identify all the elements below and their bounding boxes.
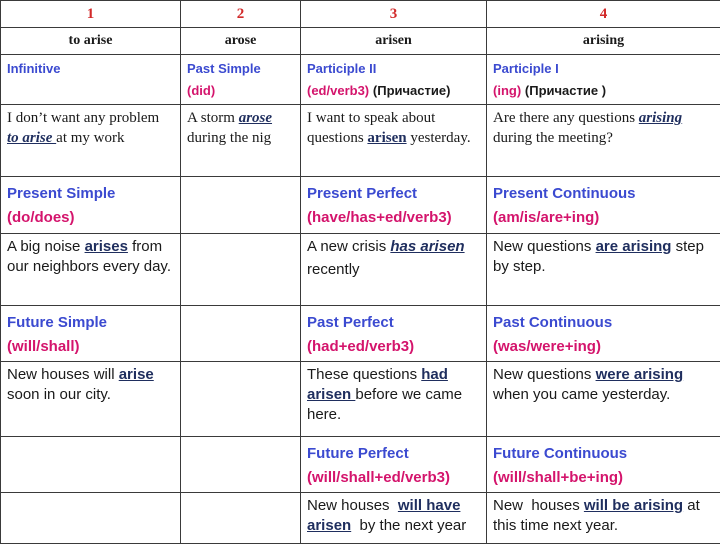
empty-cell bbox=[181, 234, 301, 306]
formula-participle-1: (ing) bbox=[493, 83, 521, 98]
example-text: A new crisis bbox=[307, 238, 390, 255]
formula-past-simple: (did) bbox=[187, 80, 294, 102]
example-text: Are there any questions bbox=[493, 110, 639, 126]
form-participle-1: arising bbox=[487, 28, 720, 55]
example-infinitive bbox=[1, 105, 181, 177]
label-participle-1: Participle I bbox=[493, 58, 714, 80]
form-labels-row bbox=[1, 55, 720, 105]
tense-formula: (will/shall+be+ing) bbox=[493, 466, 714, 490]
example-text: New houses bbox=[307, 497, 398, 514]
example-text: when you came yesterday. bbox=[493, 386, 670, 403]
example-row-4 bbox=[1, 493, 720, 544]
label-infinitive: Infinitive bbox=[7, 58, 174, 80]
example-highlight: arisen bbox=[367, 130, 406, 146]
example-highlight: were arising bbox=[596, 366, 684, 383]
example-present-perfect bbox=[301, 234, 487, 306]
example-row-3 bbox=[1, 362, 720, 437]
tense-formula: (am/is/are+ing) bbox=[493, 206, 714, 230]
tense-title: Present Simple bbox=[7, 182, 174, 206]
example-highlight: has arisen bbox=[390, 238, 464, 255]
tense-cell-past-continuous bbox=[487, 306, 720, 362]
empty-cell bbox=[181, 306, 301, 362]
label-cell-4 bbox=[487, 55, 720, 105]
example-past-perfect bbox=[301, 362, 487, 437]
example-text: by the next year bbox=[351, 517, 466, 534]
example-participle-2 bbox=[301, 105, 487, 177]
tense-formula: (had+ed/verb3) bbox=[307, 335, 480, 359]
tense-formula: (have/has+ed/verb3) bbox=[307, 206, 480, 230]
tense-cell-future-continuous bbox=[487, 437, 720, 493]
tense-cell-future-perfect bbox=[301, 437, 487, 493]
tense-row-1 bbox=[1, 177, 720, 234]
example-highlight: had arisen bbox=[307, 366, 448, 403]
label-participle-2: Participle II bbox=[307, 58, 480, 80]
tense-cell-future-simple bbox=[1, 306, 181, 362]
example-text: during the meeting? bbox=[493, 130, 613, 146]
label-past-simple: Past Simple bbox=[187, 58, 294, 80]
example-highlight: arose bbox=[239, 110, 272, 126]
example-text: at my work bbox=[56, 130, 124, 146]
example-text: recently bbox=[307, 261, 360, 278]
example-text: during the nig bbox=[187, 130, 271, 146]
example-text: New questions bbox=[493, 366, 596, 383]
label-cell-2 bbox=[181, 55, 301, 105]
example-highlight: arise bbox=[119, 366, 154, 383]
example-past-simple bbox=[181, 105, 301, 177]
form-past-simple: arose bbox=[181, 28, 301, 55]
russian-participle-2: (Причастие) bbox=[373, 83, 451, 98]
tense-row-3 bbox=[1, 437, 720, 493]
tense-cell-present-continuous bbox=[487, 177, 720, 234]
tense-title: Present Perfect bbox=[307, 182, 480, 206]
empty-cell bbox=[181, 437, 301, 493]
example-text: at this time next year. bbox=[493, 497, 700, 534]
example-future-simple bbox=[1, 362, 181, 437]
tense-title: Present Continuous bbox=[493, 182, 714, 206]
tense-formula: (was/were+ing) bbox=[493, 335, 714, 359]
verb-forms-row bbox=[1, 28, 720, 55]
form-infinitive: to arise bbox=[1, 28, 181, 55]
example-highlight: will have arisen bbox=[307, 497, 460, 534]
label-cell-1 bbox=[1, 55, 181, 105]
tense-formula: (will/shall) bbox=[7, 335, 174, 359]
tense-title: Past Continuous bbox=[493, 311, 714, 335]
column-number-2: 2 bbox=[181, 1, 301, 28]
example-text: New houses bbox=[493, 497, 584, 514]
tense-title: Future Simple bbox=[7, 311, 174, 335]
example-text: New houses will bbox=[7, 366, 119, 383]
example-present-simple bbox=[1, 234, 181, 306]
example-highlight: are arising bbox=[596, 238, 672, 255]
example-highlight: to arise bbox=[7, 130, 56, 146]
column-number-3: 3 bbox=[301, 1, 487, 28]
example-highlight: arises bbox=[85, 238, 128, 255]
tense-title: Past Perfect bbox=[307, 311, 480, 335]
empty-cell bbox=[181, 493, 301, 544]
example-text: soon in our city. bbox=[7, 386, 111, 403]
empty-cell bbox=[1, 437, 181, 493]
form-participle-2: arisen bbox=[301, 28, 487, 55]
example-text: before we came here. bbox=[307, 386, 462, 423]
example-row-1 bbox=[1, 105, 720, 177]
example-text: A storm bbox=[187, 110, 239, 126]
tense-title: Future Perfect bbox=[307, 442, 480, 466]
example-text: These questions bbox=[307, 366, 421, 383]
example-future-continuous bbox=[487, 493, 720, 544]
tense-title: Future Continuous bbox=[493, 442, 714, 466]
number-row bbox=[1, 1, 720, 28]
example-text: A big noise bbox=[7, 238, 85, 255]
example-present-continuous bbox=[487, 234, 720, 306]
example-future-perfect bbox=[301, 493, 487, 544]
empty-cell bbox=[181, 362, 301, 437]
tense-cell-present-simple bbox=[1, 177, 181, 234]
tense-formula: (will/shall+ed/verb3) bbox=[307, 466, 480, 490]
example-text: yesterday. bbox=[407, 130, 471, 146]
tense-cell-present-perfect bbox=[301, 177, 487, 234]
russian-participle-1: (Причастие ) bbox=[525, 83, 606, 98]
tense-formula: (do/does) bbox=[7, 206, 174, 230]
example-text: I want to speak about questions bbox=[307, 110, 435, 146]
example-text: New questions bbox=[493, 238, 596, 255]
column-number-1: 1 bbox=[1, 1, 181, 28]
example-past-continuous bbox=[487, 362, 720, 437]
empty-cell bbox=[181, 177, 301, 234]
example-text: I don’t want any problem bbox=[7, 110, 159, 126]
tense-row-2 bbox=[1, 306, 720, 362]
formula-participle-2: (ed/verb3) bbox=[307, 83, 369, 98]
empty-cell bbox=[1, 493, 181, 544]
example-participle-1 bbox=[487, 105, 720, 177]
example-text: from our neighbors every day. bbox=[7, 238, 171, 275]
example-highlight: arising bbox=[639, 110, 682, 126]
example-row-2 bbox=[1, 234, 720, 306]
example-text: step by step. bbox=[493, 238, 704, 275]
example-highlight: will be arising bbox=[584, 497, 683, 514]
label-cell-3 bbox=[301, 55, 487, 105]
tense-cell-past-perfect bbox=[301, 306, 487, 362]
column-number-4: 4 bbox=[487, 1, 720, 28]
